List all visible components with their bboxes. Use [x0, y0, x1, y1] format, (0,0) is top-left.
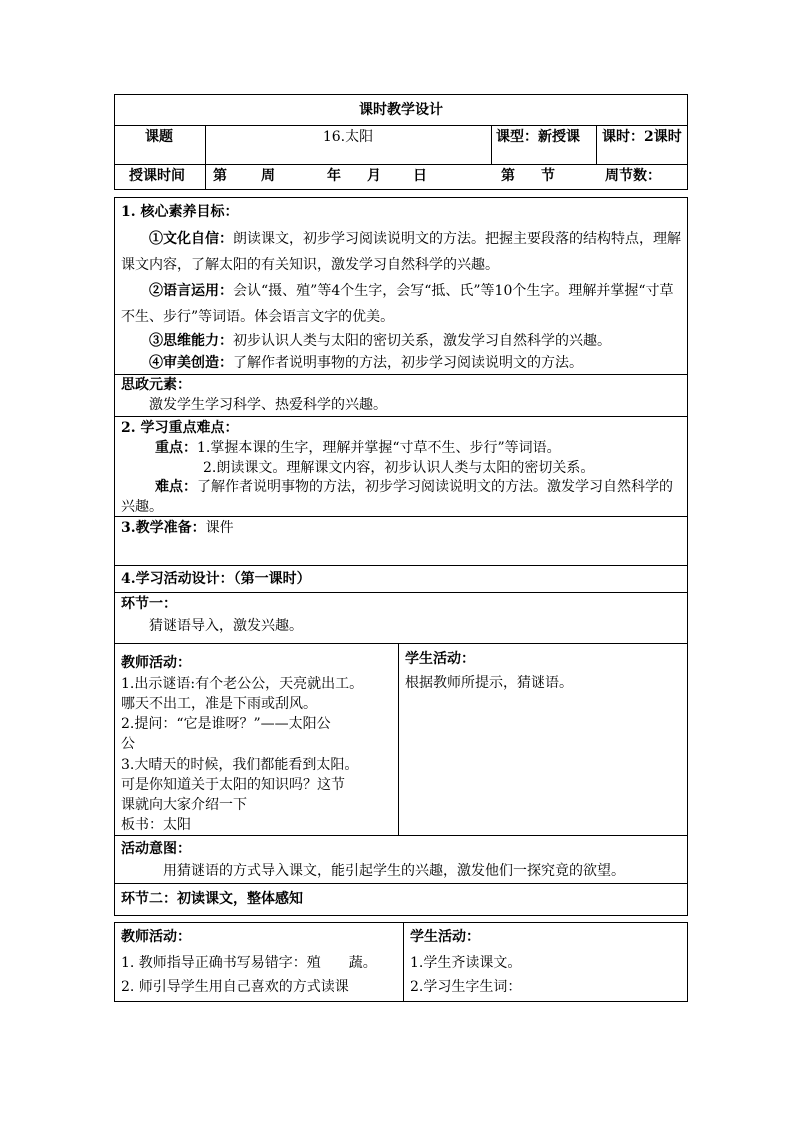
time-yue: 月	[367, 168, 381, 184]
stage2-teacher-heading: 教师活动：	[121, 929, 191, 945]
type-label: 课型：新授课	[496, 129, 580, 145]
teacher-line: 1. 教师指导正确书写易错字：殖 蔬。	[121, 955, 377, 971]
stage2-heading-row	[114, 883, 688, 916]
ideology-heading: 思政元素：	[121, 377, 191, 393]
key-point-2: 2.朗读课文。理解课文内容，初步认识人类与太阳的密切关系。	[203, 460, 595, 476]
stage1-activities	[114, 643, 688, 836]
teacher-line: 3.大晴天的时候，我们都能看到太阳。	[121, 757, 359, 773]
goals-heading: 1. 核心素养目标：	[121, 204, 239, 220]
time-label: 授课时间	[129, 168, 185, 184]
goal-3: ③思维能力：初步认识人类与太阳的密切关系，激发学习自然科学的兴趣。	[149, 333, 611, 349]
subject-row	[114, 125, 688, 165]
stage2-activities	[114, 922, 688, 1002]
time-zhou: 周	[261, 168, 275, 184]
difficult-point: 难点：了解作者说明事物的方法，初步学习阅读说明文的方法。激发学习自然科学的兴趣。	[121, 479, 673, 515]
week-total-label: 周节数：	[605, 168, 661, 184]
teacher-line: 1.出示谜语:有个老公公，天亮就出工。	[121, 676, 364, 692]
ideology-text: 激发学生学习科学、热爱科学的兴趣。	[149, 397, 387, 413]
hours-label: 课时：2课时	[602, 129, 682, 145]
intent-section	[114, 835, 688, 884]
goals-section	[114, 197, 688, 375]
teacher-line: 哪天不出工，准是下雨或刮风。	[121, 696, 317, 712]
teacher-line: 2. 师引导学生用自己喜欢的方式读课	[121, 979, 349, 995]
time-di: 第	[213, 168, 227, 184]
teacher-line: 2.提问：“它是谁呀？”——太阳公	[121, 716, 331, 732]
stage2-heading: 环节二：初读课文，整体感知	[121, 891, 303, 907]
student-line: 2.学习生字生词：	[410, 979, 522, 995]
teacher-line: 公	[121, 736, 135, 752]
activity-design-row	[114, 565, 688, 593]
doc-title: 课时教学设计	[359, 102, 443, 118]
teacher-line: 板书：太阳	[121, 817, 191, 833]
stage1-student-text: 根据教师所提示，猜谜语。	[405, 675, 573, 691]
time-nian: 年	[327, 168, 341, 184]
time-ri: 日	[413, 168, 427, 184]
subject-value: 16.太阳	[322, 129, 374, 145]
stage1-text: 猜谜语导入，激发兴趣。	[149, 618, 303, 634]
key-point-1: 重点：1.掌握本课的生字，理解并掌握“寸草不生、步行”等词语。	[155, 440, 561, 456]
key-points-section	[114, 416, 688, 517]
prep-line: 3.教学准备：课件	[121, 520, 234, 536]
title-row	[114, 94, 688, 126]
time-row	[114, 164, 688, 190]
stage1-student-heading: 学生活动：	[405, 651, 475, 667]
intent-text: 用猜谜语的方式导入课文，能引起学生的兴趣，激发他们一探究竟的欲望。	[163, 863, 625, 879]
teacher-line: 可是你知道关于太阳的知识吗？这节	[121, 777, 345, 793]
key-points-heading: 2. 学习重点难点：	[121, 420, 239, 436]
stage1-section	[114, 592, 688, 644]
goal-2: ②语言运用：会认“摄、殖”等4个生字，会写“抵、氏”等10个生字。理解并掌握“寸草不生、步行”等词语。体会语言文字的优美。	[121, 283, 674, 325]
prep-section	[114, 516, 688, 566]
time-jie: 节	[541, 168, 555, 184]
goal-1: ①文化自信：朗读课文，初步学习阅读说明文的方法。把握主要段落的结构特点，理解课文内容，了解太阳的有关知识，激发学习自然科学的兴趣。	[121, 231, 681, 273]
time-di2: 第	[501, 168, 515, 184]
stage2-student-heading: 学生活动：	[410, 929, 480, 945]
ideology-section	[114, 374, 688, 417]
subject-label: 课题	[145, 129, 173, 145]
student-line: 1.学生齐读课文。	[410, 955, 522, 971]
stage1-heading: 环节一：	[121, 596, 177, 612]
intent-heading: 活动意图：	[121, 841, 191, 857]
goal-4: ④审美创造：了解作者说明事物的方法，初步学习阅读说明文的方法。	[149, 355, 583, 371]
activity-design-title: 4.学习活动设计：（第一课时）	[121, 571, 311, 587]
stage1-teacher-heading: 教师活动：	[121, 655, 191, 671]
teacher-line: 课就向大家介绍一下	[121, 797, 247, 813]
